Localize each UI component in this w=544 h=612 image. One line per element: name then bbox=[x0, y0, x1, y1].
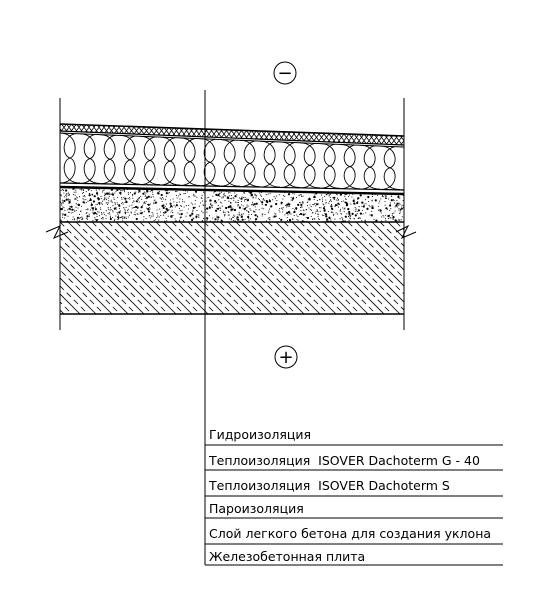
legend-item-insulation-s: Теплоизоляция ISOVER Dachoterm S bbox=[209, 478, 450, 493]
left-break-mark bbox=[46, 226, 68, 238]
right-break-mark bbox=[396, 226, 416, 238]
waterproofing-layer bbox=[40, 122, 433, 146]
legend-item-waterproofing: Гидроизоляция bbox=[209, 427, 312, 442]
plus-symbol bbox=[275, 346, 297, 368]
legend-item-vapor-barrier: Пароизоляция bbox=[209, 501, 304, 516]
plus-symbol-text: + bbox=[278, 347, 294, 368]
legend-item-lightweight-concrete: Слой легкого бетона для создания уклона bbox=[209, 526, 492, 541]
legend-table bbox=[205, 427, 503, 565]
legend-item-insulation-g40: Теплоизоляция ISOVER Dachoterm G - 40 bbox=[209, 453, 480, 468]
concrete-slab-layer bbox=[0, 222, 504, 314]
minus-symbol bbox=[274, 62, 296, 84]
legend-item-concrete-slab: Железобетонная плита bbox=[209, 549, 366, 564]
insulation-layer bbox=[60, 133, 420, 190]
minus-symbol-text: − bbox=[277, 63, 293, 84]
